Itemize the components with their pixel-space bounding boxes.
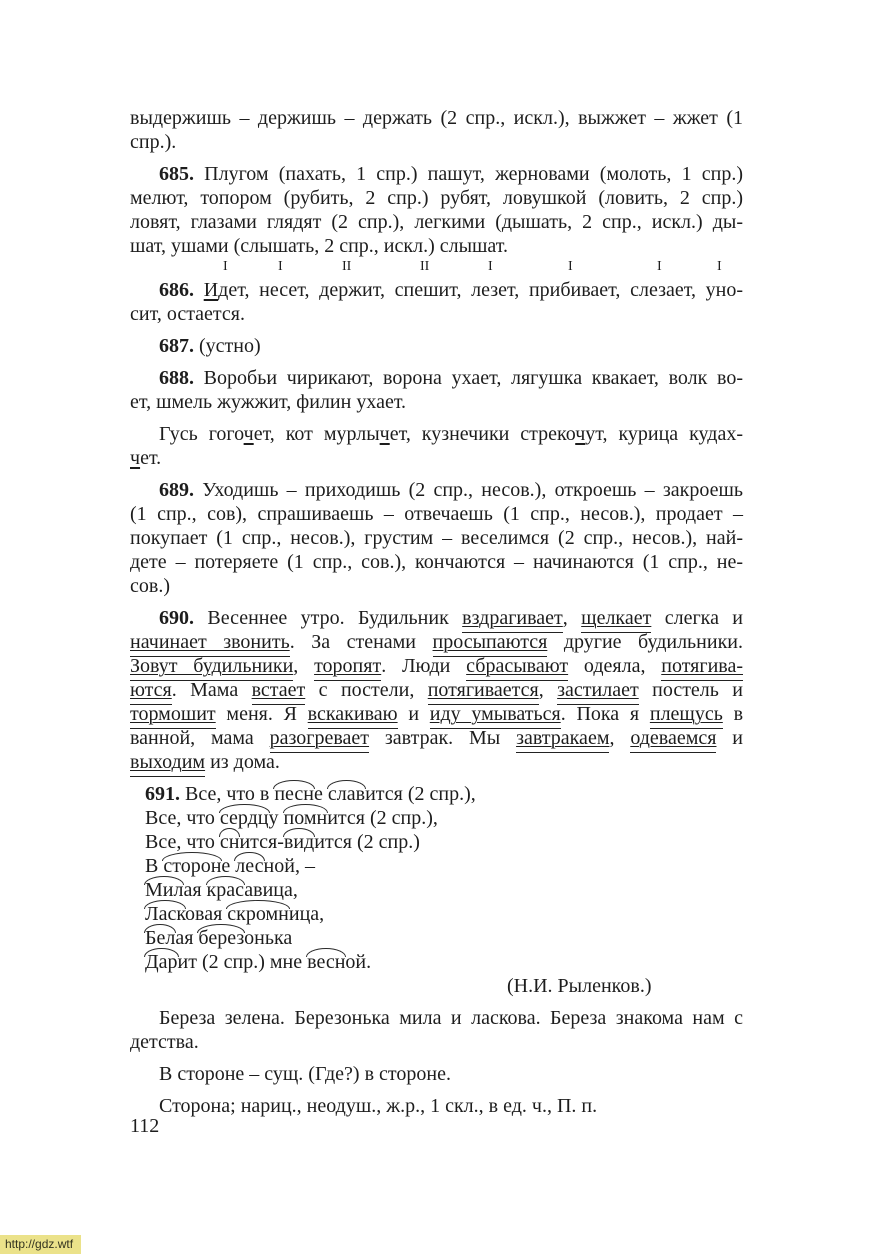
author-line	[130, 974, 743, 998]
text-segment: 686.	[159, 279, 194, 301]
text-line	[130, 630, 743, 654]
text-line	[130, 574, 743, 598]
text-line	[130, 726, 743, 750]
exercise-686	[130, 278, 743, 326]
text-segment: сн	[219, 831, 240, 853]
page-number: 112	[130, 1115, 160, 1137]
text-line	[130, 678, 743, 702]
text-segment: ,	[562, 607, 582, 629]
text-line	[130, 366, 743, 390]
text-segment: помн	[283, 807, 328, 829]
text-segment: И	[203, 279, 219, 301]
text-segment: застилает	[557, 679, 639, 701]
text-segment: покупает (1 спр., несов.), грустим – веселимся (2 спр., несов.), най-	[130, 527, 743, 549]
text-line	[130, 278, 743, 302]
text-segment: встает	[251, 679, 306, 701]
text-segment: ч	[379, 423, 390, 445]
text-segment: берез	[198, 927, 245, 949]
text-line	[130, 234, 743, 258]
poem-line	[130, 902, 743, 926]
text-segment: сит, остается.	[130, 303, 245, 325]
text-segment: слегка и	[651, 607, 744, 629]
text-line	[130, 106, 743, 130]
text-segment: вскакиваю	[307, 703, 398, 725]
text-segment: Ласк	[145, 903, 186, 925]
text-segment: ,	[293, 655, 315, 677]
text-segment: плещусь	[649, 703, 723, 725]
text-segment: 687.	[159, 335, 194, 357]
text-segment: потягива-	[661, 655, 743, 677]
exercise-687	[130, 334, 743, 358]
text-segment: . Люди	[381, 655, 467, 677]
paragraph-storona	[130, 1094, 743, 1118]
text-segment: торопят	[314, 655, 382, 677]
text-segment: авица,	[244, 879, 298, 901]
text-line	[130, 162, 743, 186]
text-segment: ч	[575, 423, 586, 445]
text-segment: выходим	[130, 751, 206, 773]
text-segment: в	[722, 703, 744, 725]
text-segment: е	[221, 855, 236, 877]
exercise-688	[130, 366, 743, 414]
text-segment: ются	[130, 679, 172, 701]
text-line	[130, 1006, 743, 1030]
text-segment: Уходишь – приходишь (2 спр., несов.), откроешь – закроешь	[194, 479, 743, 501]
text-segment: ет, кот мурлы	[253, 423, 380, 445]
text-segment: ая	[175, 927, 199, 949]
text-segment: дете – потеряете (1 спр., сов.), кончаются – начинаются (1 спр., не-	[130, 551, 743, 573]
exercise-691-poem	[130, 782, 743, 974]
text-segment: ,	[609, 727, 631, 749]
text-line	[130, 422, 743, 446]
text-line	[130, 1094, 743, 1118]
text-segment: II	[342, 259, 352, 274]
text-segment: Весеннее утро. Будильник	[194, 607, 463, 629]
text-segment: шат, ушами (слышать, 2 спр., искл.) слышат.	[130, 235, 509, 257]
text-segment: Сторона; нариц., неодуш., ж.р., 1 скл., в ед. ч., П. п.	[159, 1095, 598, 1117]
text-segment: из дома.	[205, 751, 280, 773]
text-segment: у	[268, 807, 284, 829]
text-segment: сбрасывают	[466, 655, 569, 677]
text-segment: разогревает	[269, 727, 370, 749]
text-line	[130, 750, 743, 774]
text-segment: мелют, топором (рубить, 2 спр.) рубят, ловушкой (ловить, 2 спр.)	[130, 187, 743, 209]
text-segment: лес	[235, 855, 264, 877]
text-line	[130, 654, 743, 678]
text-segment: ,	[538, 679, 558, 701]
text-segment: песн	[274, 783, 314, 805]
text-line	[130, 390, 743, 414]
text-line	[130, 130, 743, 154]
watermark-url: http://gdz.wtf	[0, 1235, 81, 1254]
text-segment: завтракаем	[516, 727, 610, 749]
text-segment: 685.	[159, 163, 194, 185]
exercise-685	[130, 162, 743, 258]
text-segment: (1 спр., сов), спрашиваешь – отвечаешь (1 спр., несов.), продает –	[130, 503, 743, 525]
text-segment: постель и	[638, 679, 744, 701]
text-line	[130, 502, 743, 526]
text-line	[130, 186, 743, 210]
poem-author	[130, 974, 743, 998]
text-segment: Все, что	[145, 807, 220, 829]
text-segment: . Пока я	[560, 703, 650, 725]
text-segment: с постели,	[305, 679, 428, 701]
text-segment: (устно)	[194, 335, 261, 357]
text-segment: (Н.И. Рыленков.)	[507, 975, 652, 997]
text-segment: ч	[243, 423, 254, 445]
text-segment: I	[488, 259, 493, 274]
text-segment: Дар	[145, 951, 178, 973]
text-segment: I	[278, 259, 283, 274]
text-segment: Воробьи чирикают, ворона ухает, лягушка квакает, волк во-	[194, 367, 743, 389]
paragraph-birch	[130, 1006, 743, 1054]
text-segment: Зовут будильники	[130, 655, 294, 677]
text-segment: выдержишь – держишь – держать (2 спр., искл.), выжжет – жжет (1	[130, 107, 743, 129]
text-segment: . Мама	[171, 679, 252, 701]
text-line	[130, 478, 743, 502]
text-segment: ванной, мама	[130, 727, 270, 749]
text-segment: Мил	[145, 879, 184, 901]
poem-line	[130, 782, 743, 806]
text-segment: ой.	[345, 951, 372, 973]
text-segment: иду умываться	[429, 703, 561, 725]
text-segment: весн	[307, 951, 346, 973]
text-segment	[194, 279, 204, 301]
text-segment: I	[568, 259, 573, 274]
text-line	[130, 606, 743, 630]
text-line	[130, 1062, 743, 1086]
text-segment: 689.	[159, 479, 194, 501]
text-segment: онька	[244, 927, 293, 949]
conjugation-marks-row	[130, 260, 743, 274]
text-segment: В	[145, 855, 164, 877]
text-segment: ится (2 спр.),	[365, 783, 476, 805]
text-segment: 691.	[145, 783, 180, 805]
exercise-688-continued	[130, 422, 743, 470]
text-segment: ая	[183, 879, 207, 901]
text-segment: сов.)	[130, 575, 170, 597]
exercise-690	[130, 606, 743, 774]
text-segment: Все, что в	[180, 783, 275, 805]
text-segment: ится (2 спр.)	[314, 831, 420, 853]
text-segment: завтрак. Мы	[369, 727, 517, 749]
text-line	[130, 550, 743, 574]
text-segment: спр.).	[130, 131, 177, 153]
poem-line	[130, 950, 743, 974]
exercise-689	[130, 478, 743, 598]
paragraph-v-storone	[130, 1062, 743, 1086]
text-segment: одеяла,	[568, 655, 662, 677]
poem-line	[130, 926, 743, 950]
text-segment: ч	[130, 447, 141, 469]
text-segment: е	[314, 783, 328, 805]
text-line	[130, 334, 743, 358]
text-line	[130, 302, 743, 326]
text-segment: Бел	[145, 927, 176, 949]
text-segment: Береза зелена. Березонька мила и ласкова. Береза знакома нам с	[159, 1007, 743, 1029]
paragraph-intro	[130, 106, 743, 154]
text-segment: Гусь гого	[159, 423, 244, 445]
text-line	[130, 446, 743, 470]
text-segment: щелкает	[581, 607, 652, 629]
text-segment: просыпаются	[432, 631, 548, 653]
text-segment: начинает звонить	[130, 631, 290, 653]
text-segment: крас	[206, 879, 245, 901]
text-segment: ной, –	[263, 855, 315, 877]
text-segment: II	[420, 259, 430, 274]
text-segment: I	[223, 259, 228, 274]
text-segment: вид	[283, 831, 315, 853]
text-segment: I	[717, 259, 722, 274]
text-segment: ет, шмель жужжит, филин ухает.	[130, 391, 407, 413]
text-segment: 688.	[159, 367, 194, 389]
text-segment: ловят, глазами глядят (2 спр.), легкими (дышать, 2 спр., искл.) ды-	[130, 211, 743, 233]
text-segment: 690.	[159, 607, 194, 629]
text-segment: Плугом (пахать, 1 спр.) пашут, жерновами (молоть, 1 спр.)	[194, 163, 743, 185]
text-segment: потягивается	[427, 679, 539, 701]
text-segment: дет, несет, держит, спешит, лезет, прибивает, слезает, уно-	[218, 279, 744, 301]
poem-line	[130, 806, 743, 830]
text-segment: ится (2 спр.),	[327, 807, 438, 829]
text-segment: . За стенами	[289, 631, 433, 653]
text-segment: ица,	[288, 903, 325, 925]
text-segment: сторон	[163, 855, 222, 877]
text-segment: тормошит	[130, 703, 216, 725]
text-segment: другие будильники.	[547, 631, 743, 653]
text-segment: ет, кузнечики стреко	[389, 423, 576, 445]
text-segment: Все, что	[145, 831, 220, 853]
text-line	[130, 210, 743, 234]
text-segment: сердц	[219, 807, 269, 829]
text-segment: ит (2 спр.) мне	[177, 951, 308, 973]
text-segment: вздрагивает	[462, 607, 563, 629]
text-segment: ет.	[140, 447, 162, 469]
text-line	[130, 702, 743, 726]
text-segment: скромн	[227, 903, 289, 925]
text-segment: одеваемся	[630, 727, 717, 749]
text-segment: и	[397, 703, 430, 725]
poem-line	[130, 854, 743, 878]
poem-line	[130, 878, 743, 902]
text-segment: овая	[185, 903, 228, 925]
text-segment: ут, курица кудах-	[585, 423, 743, 445]
text-segment: детства.	[130, 1031, 199, 1053]
text-line	[130, 526, 743, 550]
text-line	[130, 1030, 743, 1054]
textbook-page-text	[130, 106, 743, 1118]
text-segment: ится-	[239, 831, 284, 853]
text-segment: I	[657, 259, 662, 274]
text-segment: слав	[327, 783, 366, 805]
text-segment: и	[716, 727, 743, 749]
text-segment: меня. Я	[215, 703, 308, 725]
poem-line	[130, 830, 743, 854]
text-segment: В стороне – сущ. (Где?) в стороне.	[159, 1063, 451, 1085]
